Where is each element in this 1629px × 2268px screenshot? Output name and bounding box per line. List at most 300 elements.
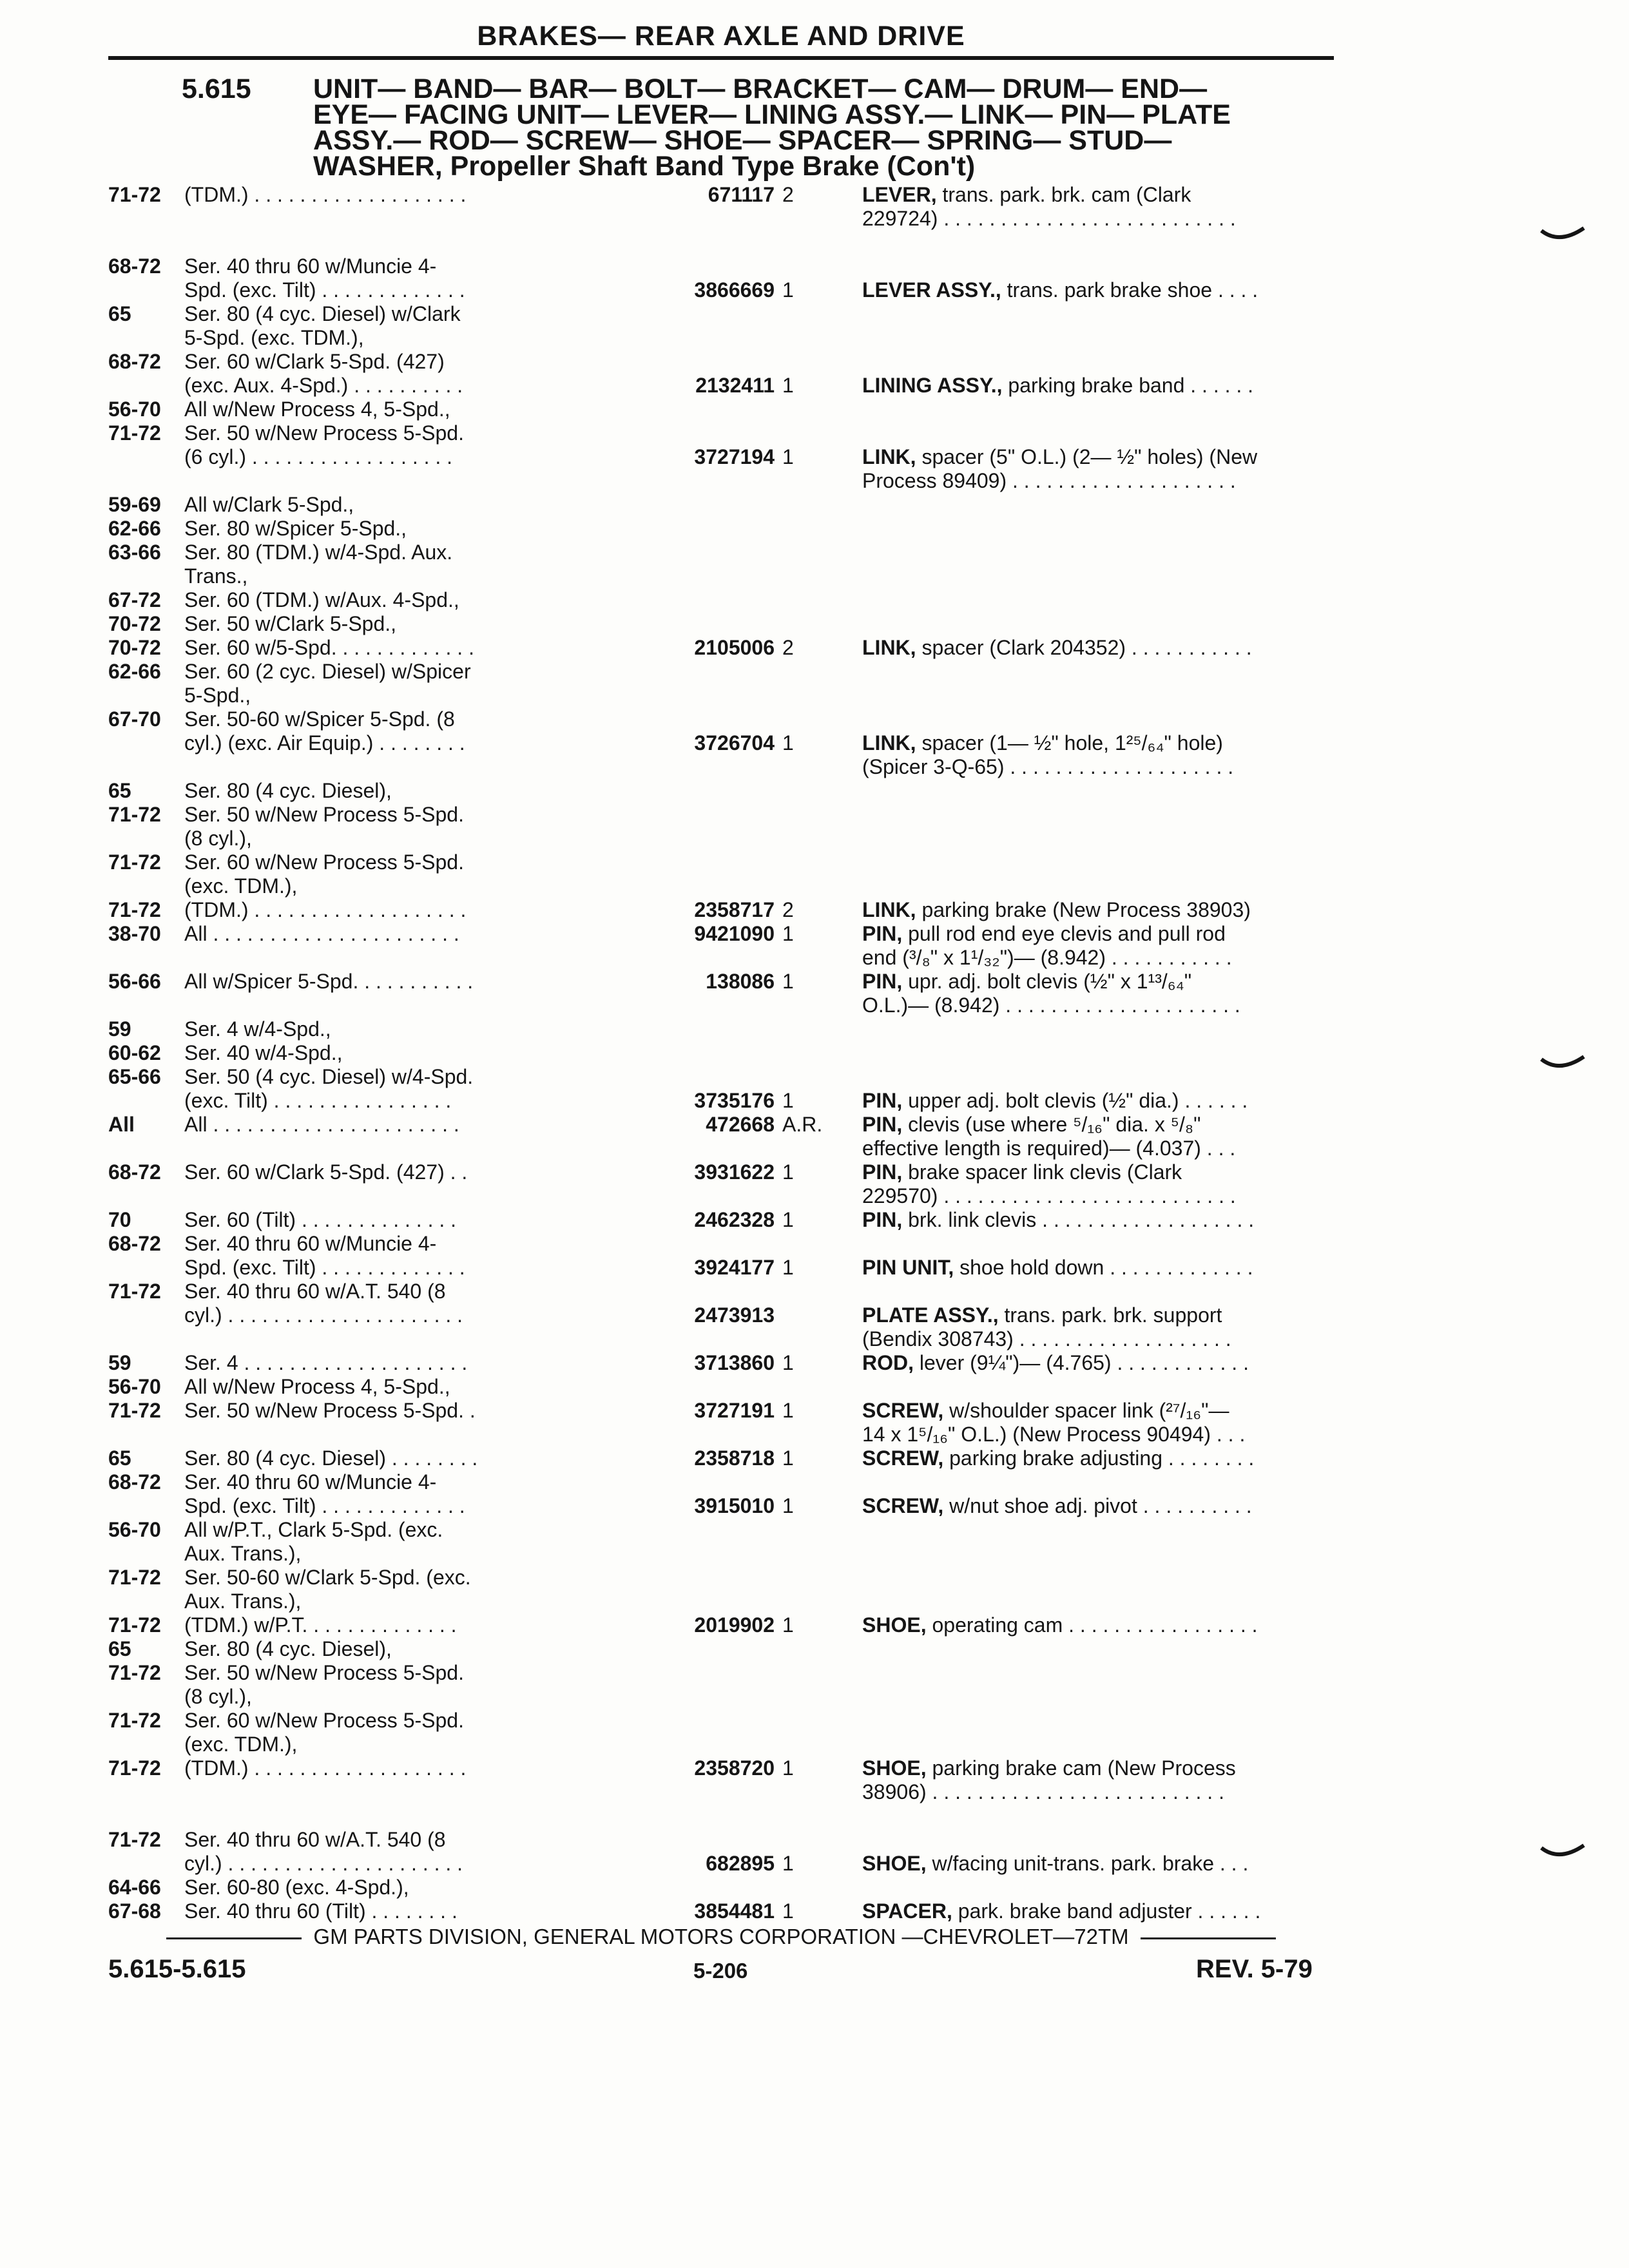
description-part-name: SCREW, [862, 1399, 944, 1422]
application: Ser. 80 (TDM.) w/4-Spd. Aux. [184, 541, 453, 564]
table-row [108, 874, 1339, 898]
part-number: 3735176 [694, 1089, 775, 1112]
application: Ser. 40 thru 60 w/Muncie 4- [184, 1470, 437, 1494]
table-row [108, 1327, 1339, 1351]
model-years: 67-68 [108, 1899, 161, 1923]
description-detail: upr. adj. bolt clevis (½" x 1¹³/₆₄" [902, 970, 1192, 993]
description-part-name: LEVER, [862, 183, 937, 206]
application: Spd. (exc. Tilt) . . . . . . . . . . . . . [184, 1256, 465, 1279]
application: All w/Spicer 5-Spd. . . . . . . . . . . [184, 970, 474, 993]
table-row [108, 755, 1339, 779]
description-part-name: SCREW, [862, 1446, 944, 1470]
application: Ser. 50-60 w/Clark 5-Spd. (exc. [184, 1566, 471, 1589]
table-row [108, 1303, 1339, 1327]
quantity: 1 [782, 1208, 794, 1231]
part-number: 3854481 [694, 1899, 775, 1923]
footer-revision: REV. 5-79 [1196, 1955, 1313, 1983]
quantity: 2 [782, 636, 794, 659]
description-part-name: PIN, [862, 1089, 903, 1112]
model-years: 71-72 [108, 1399, 161, 1422]
description-detail: 38906) . . . . . . . . . . . . . . . . . . . . . . . . . . [862, 1780, 1224, 1803]
table-row [108, 1160, 1339, 1184]
description [862, 1351, 1339, 1375]
table-row [108, 326, 1339, 350]
application: (exc. TDM.), [184, 1733, 298, 1756]
table-row [108, 1470, 1339, 1494]
table-row [108, 445, 1339, 469]
application: Aux. Trans.), [184, 1590, 302, 1613]
section-number: 5.615 [182, 73, 251, 104]
table-row [108, 660, 1339, 684]
table-row [108, 1184, 1339, 1208]
description-detail: trans. park brake shoe . . . . [1001, 278, 1258, 302]
part-number: 3726704 [694, 731, 775, 754]
application: Ser. 50 w/New Process 5-Spd. . [184, 1399, 476, 1422]
model-years: 65 [108, 779, 131, 802]
application: Ser. 40 thru 60 w/Muncie 4- [184, 255, 437, 278]
table-row [108, 994, 1339, 1017]
application: Ser. 40 thru 60 (Tilt) . . . . . . . . [184, 1899, 458, 1923]
table-row [108, 1446, 1339, 1470]
part-number: 2132411 [695, 374, 775, 397]
description [862, 755, 1339, 779]
table-row [108, 1876, 1339, 1899]
binder-hole-mark [1540, 226, 1585, 245]
description-detail: w/shoulder spacer link (²⁷/₁₆"— [943, 1399, 1229, 1422]
application: Ser. 50 (4 cyc. Diesel) w/4-Spd. [184, 1065, 474, 1088]
description-detail: w/nut shoe adj. pivot . . . . . . . . . . [943, 1494, 1252, 1517]
model-years: 56-70 [108, 398, 161, 421]
application: (TDM.) . . . . . . . . . . . . . . . . . . . [184, 898, 467, 921]
description-part-name: SHOE, [862, 1613, 927, 1637]
application: cyl.) . . . . . . . . . . . . . . . . . . . . . [184, 1303, 463, 1327]
quantity: 1 [782, 1256, 794, 1279]
application: (TDM.) w/P.T. . . . . . . . . . . . . . [184, 1613, 457, 1637]
quantity: 1 [782, 1399, 794, 1422]
part-number: 3924177 [694, 1256, 775, 1279]
table-row [108, 207, 1339, 231]
application: Ser. 80 w/Spicer 5-Spd., [184, 517, 407, 540]
description [862, 1494, 1339, 1518]
quantity: 1 [782, 374, 794, 397]
application: Ser. 40 thru 60 w/A.T. 540 (8 [184, 1828, 446, 1851]
application: (6 cyl.) . . . . . . . . . . . . . . . . . . [184, 445, 453, 468]
description-detail: trans. park. brk. support [998, 1303, 1222, 1327]
table-row [108, 564, 1339, 588]
description-detail: parking brake cam (New Process [926, 1756, 1236, 1780]
table-row [108, 1828, 1339, 1852]
table-row [108, 922, 1339, 946]
description-part-name: PIN, [862, 1208, 903, 1231]
part-number: 3727191 [694, 1399, 775, 1422]
model-years: 68-72 [108, 1160, 161, 1184]
description-detail: 229724) . . . . . . . . . . . . . . . . . . . . . . . . . . [862, 207, 1236, 230]
model-years: 71-72 [108, 421, 161, 445]
table-row [108, 1089, 1339, 1113]
description-part-name: PIN UNIT, [862, 1256, 954, 1279]
model-years: 60-62 [108, 1041, 161, 1064]
quantity: 1 [782, 1756, 794, 1780]
description-part-name: LINK, [862, 445, 916, 468]
quantity: 1 [782, 1351, 794, 1374]
binder-hole-mark [1540, 1054, 1585, 1073]
table-row [108, 1113, 1339, 1137]
model-years: 71-72 [108, 803, 161, 826]
footer-section-range: 5.615-5.615 [108, 1955, 246, 1983]
table-row [108, 1709, 1339, 1733]
quantity: A.R. [782, 1113, 823, 1136]
table-row [108, 612, 1339, 636]
application: Ser. 80 (4 cyc. Diesel), [184, 1637, 392, 1660]
description [862, 1184, 1339, 1208]
application: All . . . . . . . . . . . . . . . . . . . . . . [184, 922, 459, 945]
table-row [108, 1590, 1339, 1613]
table-row [108, 779, 1339, 803]
model-years: 65-66 [108, 1065, 161, 1088]
model-years: 70-72 [108, 612, 161, 635]
application: Ser. 50 w/New Process 5-Spd. [184, 1661, 464, 1684]
model-years: 67-72 [108, 588, 161, 611]
quantity: 1 [782, 1494, 794, 1517]
description [862, 994, 1339, 1017]
description-detail: upper adj. bolt clevis (½" dia.) . . . . . . [902, 1089, 1248, 1112]
table-row [108, 588, 1339, 612]
quantity: 1 [782, 1160, 794, 1184]
model-years: 68-72 [108, 1470, 161, 1494]
application: Ser. 60 w/New Process 5-Spd. [184, 850, 464, 874]
description [862, 636, 1339, 660]
table-row [108, 1566, 1339, 1590]
description [862, 278, 1339, 302]
description-detail: brake spacer link clevis (Clark [902, 1160, 1182, 1184]
quantity: 1 [782, 731, 794, 754]
application: Ser. 60 (2 cyc. Diesel) w/Spicer [184, 660, 471, 683]
description-detail: spacer (Clark 204352) . . . . . . . . . . . [916, 636, 1252, 659]
description [862, 970, 1339, 994]
model-years: 71-72 [108, 1566, 161, 1589]
quantity: 1 [782, 1852, 794, 1875]
quantity: 1 [782, 1446, 794, 1470]
quantity: 1 [782, 970, 794, 993]
model-years: 68-72 [108, 1232, 161, 1255]
description-detail: lever (9¼")— (4.765) . . . . . . . . . . . . [914, 1351, 1249, 1374]
table-row [108, 707, 1339, 731]
part-number: 671117 [708, 183, 775, 206]
part-number: 3931622 [694, 1160, 775, 1184]
footer-rule-right [1141, 1937, 1276, 1939]
table-row [108, 541, 1339, 564]
application: Ser. 50-60 w/Spicer 5-Spd. (8 [184, 707, 455, 731]
description [862, 1446, 1339, 1470]
description-detail: (Spicer 3-Q-65) . . . . . . . . . . . . . . . . . . . . [862, 755, 1234, 778]
model-years: 56-70 [108, 1375, 161, 1398]
part-number: 2462328 [694, 1208, 775, 1231]
description-detail: spacer (5" O.L.) (2— ½" holes) (New [916, 445, 1258, 468]
description-part-name: SHOE, [862, 1852, 927, 1875]
description-part-name: PIN, [862, 1160, 903, 1184]
model-years: 71-72 [108, 898, 161, 921]
model-years: 71-72 [108, 1661, 161, 1684]
footer-rule-left [166, 1937, 302, 1939]
part-number: 2473913 [694, 1303, 775, 1327]
description-detail: 229570) . . . . . . . . . . . . . . . . . . . . . . . . . . [862, 1184, 1236, 1207]
table-row [108, 469, 1339, 493]
description-part-name: LINK, [862, 636, 916, 659]
model-years: 56-70 [108, 1518, 161, 1541]
application: (exc. Aux. 4-Spd.) . . . . . . . . . . [184, 374, 463, 397]
table-row [108, 517, 1339, 541]
quantity: 1 [782, 445, 794, 468]
application: Ser. 60 (Tilt) . . . . . . . . . . . . . . [184, 1208, 457, 1231]
application: (8 cyl.), [184, 827, 252, 850]
application: Ser. 80 (4 cyc. Diesel) . . . . . . . . [184, 1446, 478, 1470]
parts-table [108, 183, 1339, 1923]
application: Ser. 60 w/New Process 5-Spd. [184, 1709, 464, 1732]
table-row [108, 1637, 1339, 1661]
table-row [108, 1542, 1339, 1566]
model-years: 71-72 [108, 1613, 161, 1637]
application: (TDM.) . . . . . . . . . . . . . . . . . . . [184, 1756, 467, 1780]
application: Aux. Trans.), [184, 1542, 302, 1565]
application: Ser. 50 w/New Process 5-Spd. [184, 421, 464, 445]
model-years: 71-72 [108, 850, 161, 874]
application: Ser. 60 w/5-Spd. . . . . . . . . . . . . [184, 636, 474, 659]
part-number: 2358720 [694, 1756, 775, 1780]
quantity: 1 [782, 278, 794, 302]
description [862, 1852, 1339, 1876]
application: Ser. 40 thru 60 w/Muncie 4- [184, 1232, 437, 1255]
table-row [108, 946, 1339, 970]
description-detail: trans. park. brk. cam (Clark [936, 183, 1191, 206]
table-row [108, 636, 1339, 660]
table-row [108, 1041, 1339, 1065]
application: cyl.) (exc. Air Equip.) . . . . . . . . [184, 731, 465, 754]
description [862, 1256, 1339, 1280]
description [862, 1423, 1339, 1446]
description [862, 1089, 1339, 1113]
part-number: 2105006 [694, 636, 775, 659]
application: (TDM.) . . . . . . . . . . . . . . . . . . . [184, 183, 467, 206]
model-years: 62-66 [108, 517, 161, 540]
table-row [108, 1137, 1339, 1160]
description-detail: brk. link clevis . . . . . . . . . . . . . . . . . . . [902, 1208, 1255, 1231]
description [862, 922, 1339, 946]
model-years: 63-66 [108, 541, 161, 564]
table-row [108, 1756, 1339, 1780]
description [862, 469, 1339, 493]
application: All w/P.T., Clark 5-Spd. (exc. [184, 1518, 443, 1541]
application: (exc. TDM.), [184, 874, 298, 898]
table-row [108, 1017, 1339, 1041]
application: Ser. 40 w/4-Spd., [184, 1041, 343, 1064]
application: Ser. 4 w/4-Spd., [184, 1017, 331, 1041]
description [862, 445, 1339, 469]
table-row [108, 421, 1339, 445]
model-years: 71-72 [108, 1709, 161, 1732]
description-part-name: SCREW, [862, 1494, 944, 1517]
footer-publisher: GM PARTS DIVISION, GENERAL MOTORS CORPORATION —CHEVROLET—72TM [313, 1925, 1129, 1948]
table-row [108, 398, 1339, 421]
application: Ser. 80 (4 cyc. Diesel), [184, 779, 392, 802]
description [862, 1303, 1339, 1327]
description [862, 1756, 1339, 1780]
description-detail: parking brake (New Process 38903) [916, 898, 1251, 921]
application: Ser. 60 (TDM.) w/Aux. 4-Spd., [184, 588, 459, 611]
description-part-name: LINING ASSY., [862, 374, 1003, 397]
application: (exc. Tilt) . . . . . . . . . . . . . . . . [184, 1089, 452, 1112]
table-row [108, 731, 1339, 755]
model-years: 71-72 [108, 183, 161, 206]
table-row [108, 684, 1339, 707]
application: All w/New Process 4, 5-Spd., [184, 1375, 450, 1398]
part-number: 472668 [706, 1113, 775, 1136]
table-row [108, 1375, 1339, 1399]
application: Spd. (exc. Tilt) . . . . . . . . . . . . . [184, 1494, 465, 1517]
description-detail: pull rod end eye clevis and pull rod [902, 922, 1226, 945]
table-row [108, 1852, 1339, 1876]
table-row [108, 1518, 1339, 1542]
description-part-name: ROD, [862, 1351, 914, 1374]
application: Trans., [184, 564, 248, 588]
quantity: 2 [782, 183, 794, 206]
model-years: 68-72 [108, 350, 161, 373]
application: Ser. 40 thru 60 w/A.T. 540 (8 [184, 1280, 446, 1303]
table-row [108, 1661, 1339, 1685]
table-row [108, 350, 1339, 374]
table-row [108, 231, 1339, 255]
model-years: 65 [108, 1446, 131, 1470]
description-part-name: LINK, [862, 731, 916, 754]
description [862, 207, 1339, 231]
description-detail: parking brake band . . . . . . [1002, 374, 1254, 397]
part-number: 138086 [706, 970, 775, 993]
table-row [108, 827, 1339, 850]
model-years: 65 [108, 302, 131, 325]
description-part-name: SPACER, [862, 1899, 952, 1923]
table-row [108, 898, 1339, 922]
application: Ser. 80 (4 cyc. Diesel) w/Clark [184, 302, 461, 325]
description-detail: shoe hold down . . . . . . . . . . . . . [954, 1256, 1253, 1279]
table-row [108, 278, 1339, 302]
part-number: 2019902 [694, 1613, 775, 1637]
table-row [108, 1733, 1339, 1756]
table-row [108, 1423, 1339, 1446]
quantity: 1 [782, 1899, 794, 1923]
quantity: 2 [782, 898, 794, 921]
table-row [108, 1208, 1339, 1232]
description-part-name: PIN, [862, 1113, 903, 1136]
table-row [108, 255, 1339, 278]
part-number: 9421090 [694, 922, 775, 945]
description-detail: O.L.)— (8.942) . . . . . . . . . . . . . . . . . . . . . [862, 994, 1240, 1017]
model-years: 71-72 [108, 1828, 161, 1851]
description-part-name: LINK, [862, 898, 916, 921]
description [862, 1327, 1339, 1351]
model-years: 62-66 [108, 660, 161, 683]
model-years: 59 [108, 1017, 131, 1041]
description [862, 946, 1339, 970]
description [862, 1899, 1339, 1923]
application: Ser. 60-80 (exc. 4-Spd.), [184, 1876, 409, 1899]
model-years: 59 [108, 1351, 131, 1374]
model-years: 56-66 [108, 970, 161, 993]
part-number: 2358718 [694, 1446, 775, 1470]
description-part-name: PIN, [862, 922, 903, 945]
table-row [108, 1232, 1339, 1256]
part-number: 3727194 [694, 445, 775, 468]
description-part-name: SHOE, [862, 1756, 927, 1780]
page-header: BRAKES— REAR AXLE AND DRIVE [108, 21, 1334, 60]
application: All w/Clark 5-Spd., [184, 493, 354, 516]
table-row [108, 183, 1339, 207]
table-row [108, 1494, 1339, 1518]
quantity: 1 [782, 1089, 794, 1112]
description-part-name: LEVER ASSY., [862, 278, 1001, 302]
section-title: UNIT— BAND— BAR— BOLT— BRACKET— CAM— DRUM— END— EYE— FACING UNIT— LEVER— LINING ASSY.— LINK— PIN— PLATE ASSY.— ROD— SCREW— SHOE— SPACER— SPRING— STUD— WASHER, Propeller Shaft Band Type Brake (Con't) [313, 73, 1231, 182]
description-part-name: PLATE ASSY., [862, 1303, 999, 1327]
table-row [108, 803, 1339, 827]
table-row [108, 493, 1339, 517]
table-row [108, 1780, 1339, 1804]
description-detail: operating cam . . . . . . . . . . . . . . . . . [926, 1613, 1258, 1637]
table-row [108, 1256, 1339, 1280]
description [862, 183, 1339, 207]
application: Ser. 60 w/Clark 5-Spd. (427) . . [184, 1160, 468, 1184]
model-years: 38-70 [108, 922, 161, 945]
description [862, 1113, 1339, 1137]
description-detail: Process 89409) . . . . . . . . . . . . . . . . . . . . [862, 469, 1236, 492]
description-detail: (Bendix 308743) . . . . . . . . . . . . . . . . . . . [862, 1327, 1231, 1350]
application: 5-Spd. (exc. TDM.), [184, 326, 364, 349]
model-years: All [108, 1113, 135, 1136]
table-row [108, 1899, 1339, 1923]
table-row [108, 1613, 1339, 1637]
binder-hole-mark [1540, 1843, 1585, 1862]
description [862, 374, 1339, 398]
model-years: 71-72 [108, 1280, 161, 1303]
description-detail: w/facing unit-trans. park. brake . . . [926, 1852, 1249, 1875]
description [862, 1160, 1339, 1184]
application: All w/New Process 4, 5-Spd., [184, 398, 450, 421]
quantity: 1 [782, 922, 794, 945]
table-row [108, 1351, 1339, 1375]
description [862, 898, 1339, 922]
description [862, 1399, 1339, 1423]
table-row [108, 302, 1339, 326]
description-detail: parking brake adjusting . . . . . . . . [943, 1446, 1255, 1470]
quantity: 1 [782, 1613, 794, 1637]
table-row [108, 1065, 1339, 1089]
application: Ser. 4 . . . . . . . . . . . . . . . . . . . . [184, 1351, 468, 1374]
description [862, 1208, 1339, 1232]
application: Spd. (exc. Tilt) . . . . . . . . . . . . . [184, 278, 465, 302]
model-years: 70-72 [108, 636, 161, 659]
description [862, 1780, 1339, 1804]
model-years: 71-72 [108, 1756, 161, 1780]
description [862, 1613, 1339, 1637]
table-row [108, 1804, 1339, 1828]
footer-publisher-line [108, 1924, 1334, 1950]
description-detail: park. brake band adjuster . . . . . . [952, 1899, 1261, 1923]
model-years: 64-66 [108, 1876, 161, 1899]
description-detail: effective length is required)— (4.037) . . . [862, 1137, 1236, 1160]
application: Ser. 50 w/New Process 5-Spd. [184, 803, 464, 826]
description-detail: end (³/₈" x 1¹/₃₂")— (8.942) . . . . . . . . . . . [862, 946, 1232, 969]
description-detail: clevis (use where ⁵/₁₆" dia. x ⁵/₈" [902, 1113, 1201, 1136]
table-row [108, 1280, 1339, 1303]
application: All . . . . . . . . . . . . . . . . . . . . . . [184, 1113, 459, 1136]
model-years: 68-72 [108, 255, 161, 278]
